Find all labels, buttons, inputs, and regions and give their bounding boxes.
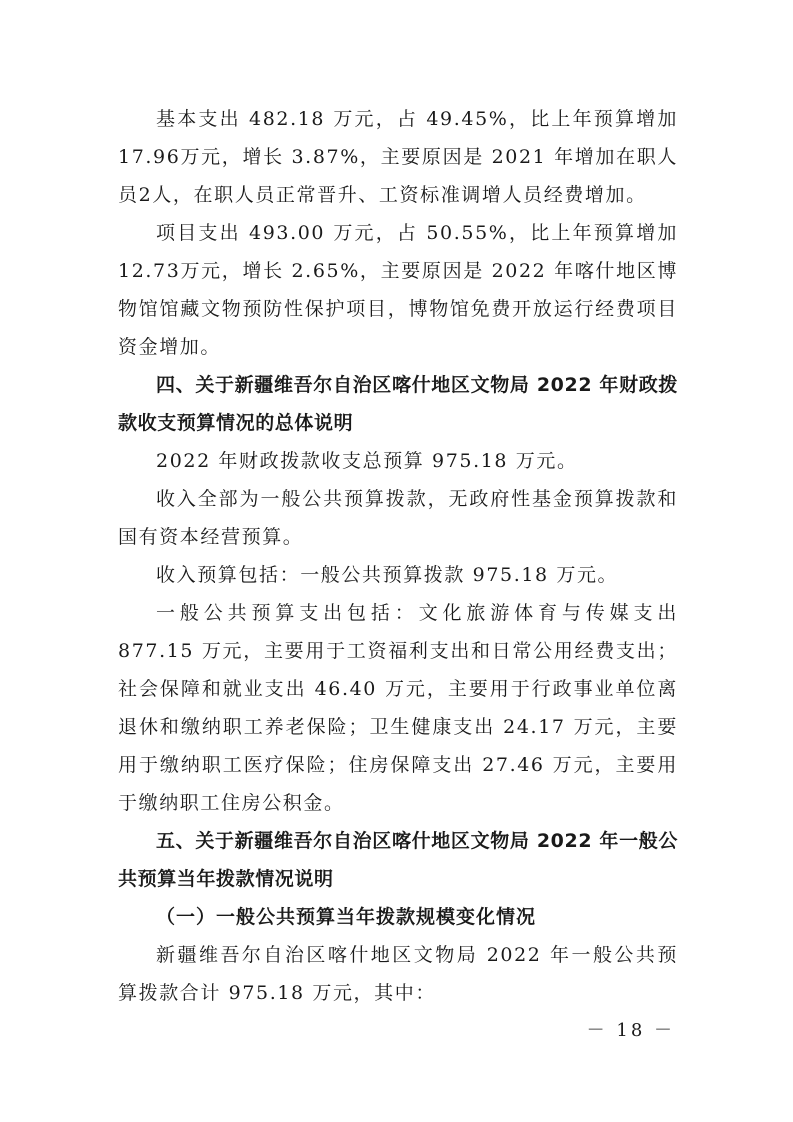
section-heading-five: 五、关于新疆维吾尔自治区喀什地区文物局 2022 年一般公共预算当年拨款情况说明	[118, 830, 678, 890]
paragraph-project-expenditure: 项目支出 493.00 万元，占 50.55%，比上年预算增加12.73万元，增长 2.65%，主要原因是 2022 年喀什地区博物馆馆藏文物预防性保护项目，博物馆免费开放运行经费项目资金增加。	[118, 222, 678, 358]
paragraph-income-composition: 收入全部为一般公共预算拨款，无政府性基金预算拨款和国有资本经营预算。	[118, 488, 678, 548]
paragraph-general-expenditure: 一般公共预算支出包括：文化旅游体育与传媒支出877.15 万元，主要用于工资福利支出和日常公用经费支出；社会保障和就业支出 46.40 万元，主要用于行政事业单位离退休和缴纳职工养老保险；卫生健康支出 24.17 万元，主要用于缴纳职工医疗保险；住房保障支出 27.46 万元，主要用于缴纳职工住房公积金。	[118, 602, 678, 814]
paragraph-total-budget: 2022 年财政拨款收支总预算 975.18 万元。	[156, 450, 578, 472]
subsection-heading-one: （一）一般公共预算当年拨款规模变化情况	[156, 906, 537, 928]
paragraph-general-budget-total: 新疆维吾尔自治区喀什地区文物局 2022 年一般公共预算拨款合计 975.18 万元，其中：	[118, 944, 678, 1004]
page-number: － 18 －	[586, 1020, 675, 1041]
paragraph-basic-expenditure: 基本支出 482.18 万元，占 49.45%，比上年预算增加17.96万元，增长 3.87%，主要原因是 2021 年增加在职人员2人，在职人员正常晋升、工资标准调增人员经费增加。	[118, 108, 678, 206]
paragraph-income-budget: 收入预算包括：一般公共预算拨款 975.18 万元。	[156, 564, 619, 586]
section-heading-four: 四、关于新疆维吾尔自治区喀什地区文物局 2022 年财政拨款收支预算情况的总体说明	[118, 374, 678, 434]
